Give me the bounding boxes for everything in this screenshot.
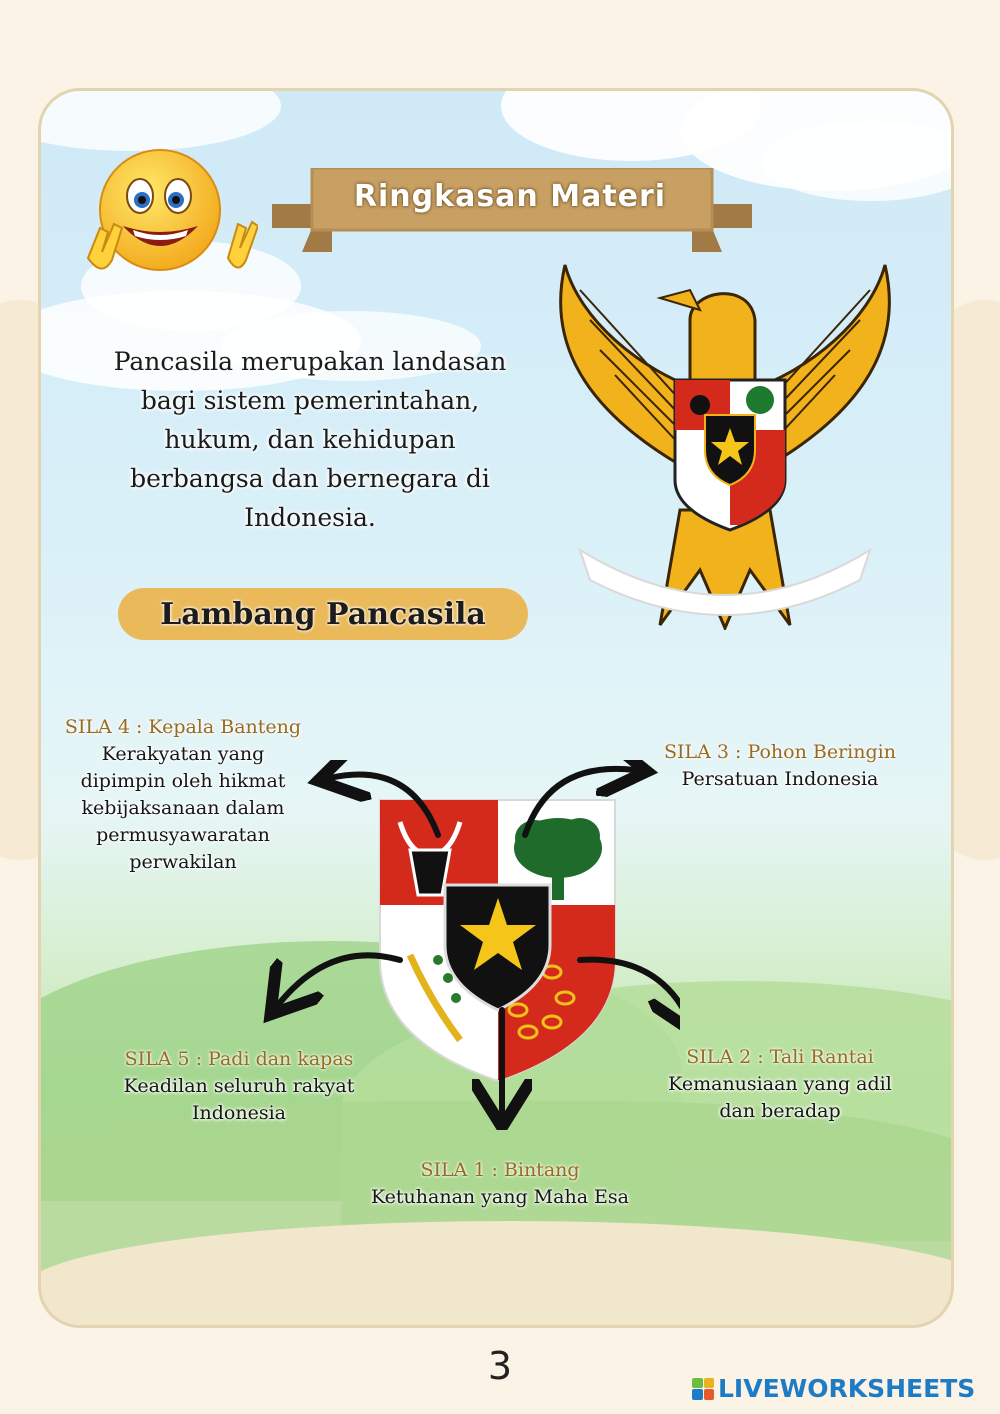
sila-5-label: [110, 1046, 368, 1127]
sila-1-title: SILA 1 : Bintang: [420, 1159, 580, 1181]
section-heading: Lambang Pancasila: [118, 588, 528, 640]
sila-3-description: Persatuan Indonesia: [681, 768, 879, 790]
sila-5-title: SILA 5 : Padi dan kapas: [124, 1048, 354, 1070]
sila-4-title: SILA 4 : Kepala Banteng: [64, 716, 302, 738]
smiley-emoji-icon: [78, 148, 258, 288]
sila-3-title: SILA 3 : Pohon Beringin: [664, 741, 896, 763]
intro-paragraph: Pancasila merupakan landasan bagi sistem pemerintahan, hukum, dan kehidupan berbangsa dan bernegara di Indonesia.: [113, 347, 507, 532]
sila-3-label: [650, 739, 910, 793]
page-number: 3: [487, 1344, 513, 1388]
sila-1-description: Ketuhanan yang Maha Esa: [370, 1186, 630, 1208]
garuda-pancasila-icon: [540, 250, 910, 630]
sila-4-description: Kerakyatan yang dipimpin oleh hikmat kebijaksanaan dalam permusyawaratan perwakilan: [80, 743, 286, 873]
sila-2-title: SILA 2 : Tali Rantai: [686, 1046, 874, 1068]
sila-5-description: Keadilan seluruh rakyat Indonesia: [123, 1075, 355, 1124]
liveworksheets-icon: [692, 1378, 714, 1400]
cloud: [38, 88, 281, 151]
cloud: [761, 121, 954, 201]
page-title: Ringkasan Materi: [353, 178, 667, 214]
sila-2-label: [650, 1044, 910, 1125]
liveworksheets-brand: LIVEWORKSHEETS: [718, 1374, 976, 1403]
sila-4-label: [58, 714, 308, 876]
sila-2-description: Kemanusiaan yang adil dan beradap: [668, 1073, 892, 1122]
sila-1-label: [370, 1157, 630, 1211]
liveworksheets-logo[interactable]: [692, 1374, 975, 1403]
